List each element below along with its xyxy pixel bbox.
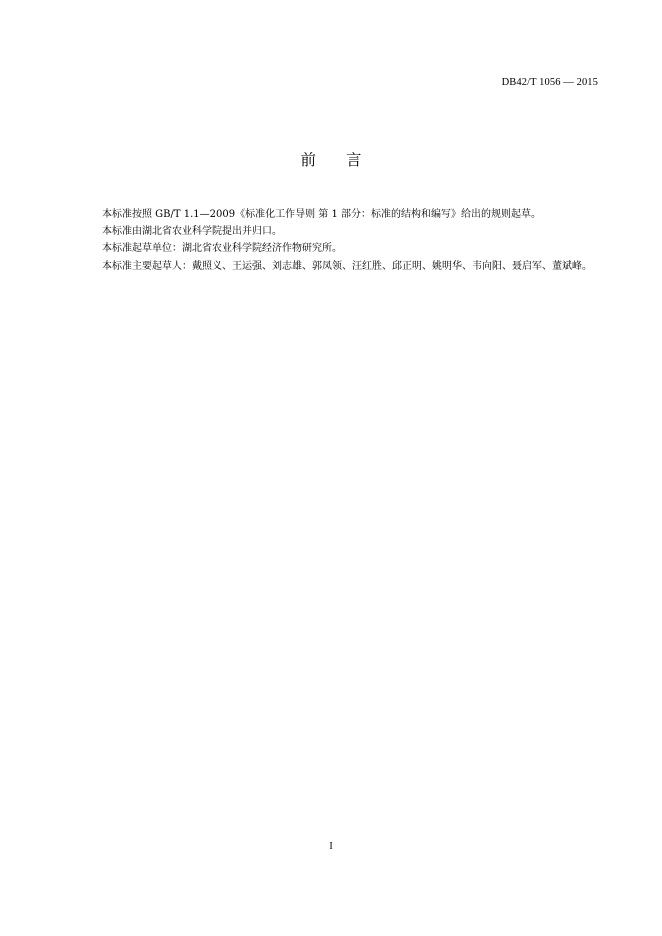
foreword-body	[82, 206, 600, 275]
paragraph-drafting-unit: 本标准起草单位：湖北省农业科学院经济作物研究所。	[102, 243, 342, 255]
paragraph-drafters: 本标准主要起草人：戴照义、王运强、刘志雄、郭凤领、汪红胜、邱正明、姚明华、韦向阳、聂启军、董斌峰。	[102, 260, 592, 272]
page-number: I	[329, 841, 333, 852]
title-char-1: 前	[300, 151, 316, 169]
paragraph-proposer: 本标准由湖北省农业科学院提出并归口。	[102, 226, 282, 238]
title-char-2: 言	[346, 151, 362, 169]
paragraph-drafting-rules: 本标准按照 GB/T 1.1—2009《标准化工作导则 第 1 部分：标准的结构和编写》给出的规则起草。	[102, 209, 541, 220]
page-title	[0, 148, 662, 170]
standard-number: DB42/T 1056 — 2015	[501, 77, 598, 88]
